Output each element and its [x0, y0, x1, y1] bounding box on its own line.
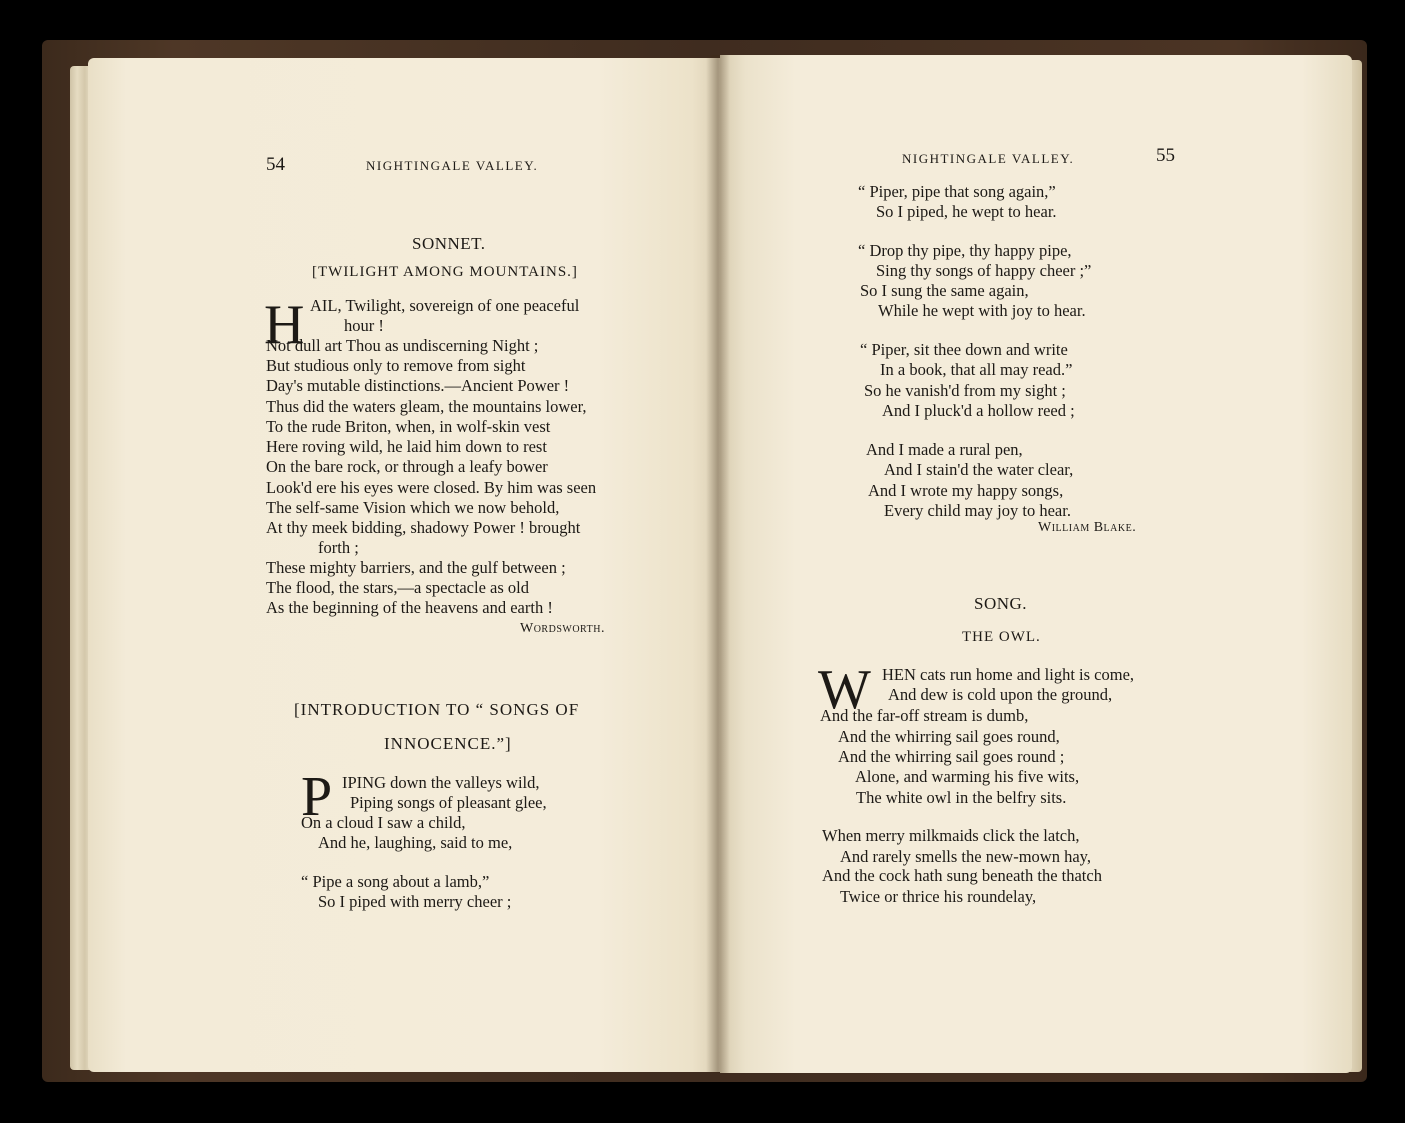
poem-line: And rarely smells the new-mown hay, [840, 847, 1091, 866]
poem-line: “ Piper, sit thee down and write [860, 340, 1068, 359]
poem-line: And the cock hath sung beneath the thatch [822, 866, 1102, 885]
poem-line: So I piped with merry cheer ; [318, 892, 512, 911]
poem-line: So I sung the same again, [860, 281, 1029, 300]
poem-line: Every child may joy to hear. [884, 501, 1071, 520]
poem-line: And the whirring sail goes round, [838, 727, 1060, 746]
poem-line: In a book, that all may read.” [880, 360, 1073, 379]
poem-line: On the bare rock, or through a leafy bower [266, 457, 548, 476]
poem-line: Look'd ere his eyes were closed. By him was seen [266, 478, 597, 497]
drop-cap: W [818, 659, 871, 721]
poem-title: [INTRODUCTION TO “ SONGS OF [294, 700, 580, 719]
poem-line: Not dull art Thou as undiscerning Night ; [266, 336, 539, 355]
poem-line: forth ; [318, 538, 359, 557]
poem-line: But studious only to remove from sight [266, 356, 526, 375]
poem-line: And the whirring sail goes round ; [838, 747, 1065, 766]
poem-line: To the rude Briton, when, in wolf-skin vest [266, 417, 551, 436]
poem-line: “ Piper, pipe that song again,” [858, 182, 1056, 201]
poem-line: While he wept with joy to hear. [878, 301, 1086, 320]
poem-line: And I made a rural pen, [866, 440, 1023, 459]
poem-line: HEN cats run home and light is come, [882, 665, 1135, 684]
poem-line: And dew is cold upon the ground, [888, 685, 1113, 704]
poem-line: As the beginning of the heavens and earth ! [266, 598, 553, 617]
poem-line: hour ! [344, 316, 384, 335]
poem-title: SONG. [974, 594, 1028, 613]
right-page [720, 55, 1352, 1073]
poem-line: IPING down the valleys wild, [342, 773, 540, 792]
poem-line: So I piped, he wept to hear. [876, 202, 1057, 221]
drop-cap: H [264, 294, 305, 356]
poem-line: Piping songs of pleasant glee, [350, 793, 547, 812]
poem-line: At thy meek bidding, shadowy Power ! brought [266, 518, 581, 537]
poem-line: Alone, and warming his five wits, [855, 767, 1080, 786]
page-number: 54 [266, 154, 285, 175]
running-head: NIGHTINGALE VALLEY. [366, 158, 539, 173]
poem-line: And the far-off stream is dumb, [820, 706, 1029, 725]
poem-title: SONNET. [412, 234, 486, 253]
poem-subtitle: THE OWL. [962, 629, 1041, 645]
poem-line: The flood, the stars,—a spectacle as old [266, 578, 529, 597]
left-page [88, 58, 724, 1072]
poem-line: And I pluck'd a hollow reed ; [882, 401, 1075, 420]
poem-line: And he, laughing, said to me, [318, 833, 513, 852]
poem-line: And I stain'd the water clear, [884, 460, 1074, 479]
poem-line: The self-same Vision which we now behold, [266, 498, 560, 517]
author-attribution: William Blake. [1038, 520, 1137, 535]
poem-line: These mighty barriers, and the gulf between ; [266, 558, 566, 577]
poem-line: Thus did the waters gleam, the mountains lower, [266, 397, 587, 416]
poem-line: AIL, Twilight, sovereign of one peaceful [310, 296, 580, 315]
page-number: 55 [1156, 145, 1175, 166]
poem-line: Sing thy songs of happy cheer ;” [876, 261, 1092, 280]
poem-line: On a cloud I saw a child, [301, 813, 466, 832]
drop-cap: P [301, 766, 333, 828]
running-head: NIGHTINGALE VALLEY. [902, 151, 1075, 166]
poem-line: Here roving wild, he laid him down to rest [266, 437, 547, 456]
poem-line: “ Pipe a song about a lamb,” [301, 872, 490, 891]
poem-line: The white owl in the belfry sits. [856, 788, 1067, 807]
poem-line: “ Drop thy pipe, thy happy pipe, [858, 241, 1072, 260]
poem-line: Twice or thrice his roundelay, [840, 887, 1037, 906]
poem-subtitle: [TWILIGHT AMONG MOUNTAINS.] [312, 264, 578, 280]
poem-line: So he vanish'd from my sight ; [864, 381, 1066, 400]
poem-line: And I wrote my happy songs, [868, 481, 1064, 500]
author-attribution: Wordsworth. [520, 621, 605, 636]
poem-line: When merry milkmaids click the latch, [822, 826, 1080, 845]
poem-line: Day's mutable distinctions.—Ancient Power ! [266, 376, 570, 395]
book-gutter [706, 55, 730, 1073]
poem-title: INNOCENCE.”] [384, 734, 512, 753]
